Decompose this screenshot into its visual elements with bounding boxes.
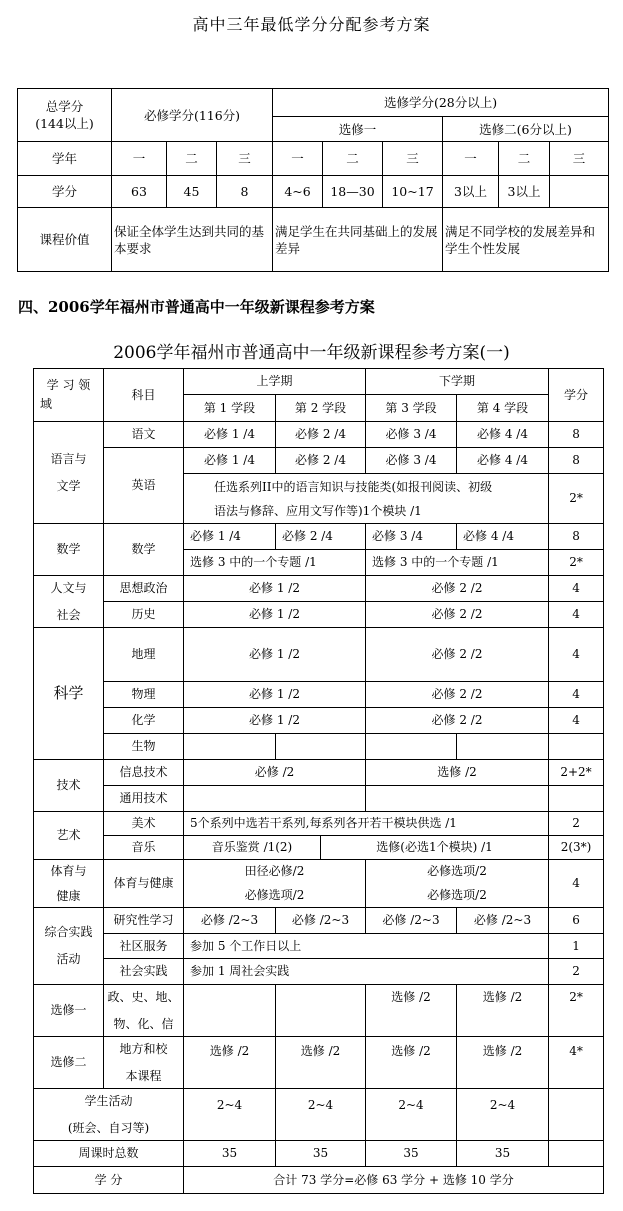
elective1-header: 选修一: [273, 117, 443, 142]
section-heading: 四、2006学年福州市普通高中一年级新课程参考方案: [18, 298, 375, 316]
plan-cell: 必修 3 /4: [366, 524, 457, 550]
year-cell: 二: [323, 142, 383, 176]
plan-cell: 必修 2 /2: [366, 708, 549, 734]
year-cell: 一: [273, 142, 323, 176]
plan-cell: 2~4: [457, 1089, 549, 1141]
english-elective-text: [184, 474, 549, 524]
segment-header: 第 4 学段: [457, 395, 549, 422]
plan-cell: 选修(必选1个模块) /1: [321, 836, 549, 860]
fine-art-text: 5个系列中选若干系列,每系列各开若干模块供选 /1: [184, 812, 549, 836]
credit-cell: 2: [549, 812, 604, 836]
credit-allocation-table: [17, 88, 609, 272]
plan-cell: 必修 /2~3: [366, 908, 457, 934]
empty-cell: [276, 734, 366, 760]
plan-cell: 必修 1 /2: [184, 602, 366, 628]
domain-header: [34, 369, 104, 422]
domain-pe-l2: 健康: [56, 888, 81, 903]
empty-cell: [184, 985, 276, 1037]
plan-cell: 选修 /2: [276, 1037, 366, 1089]
total-credit-label: 学 分: [34, 1167, 184, 1194]
domain-practice: [34, 908, 104, 985]
plan-cell: 必修 2 /2: [366, 576, 549, 602]
plan-cell: 必修 1 /2: [184, 682, 366, 708]
credit-cell: 4*: [549, 1037, 604, 1089]
subject-elective2: [104, 1037, 184, 1089]
plan-cell: 35: [366, 1141, 457, 1167]
domain-elective1: 选修一: [34, 985, 104, 1037]
value-elective1: 满足学生在共同基础上的发展差异: [273, 208, 443, 272]
weekly-hours-label: 周课时总数: [34, 1141, 184, 1167]
domain-technology: 技术: [34, 760, 104, 812]
empty-cell: [184, 786, 366, 812]
value-required: 保证全体学生达到共同的基本要求: [112, 208, 273, 272]
subject-english: 英语: [104, 448, 184, 524]
subject-header: 科目: [104, 369, 184, 422]
plan-cell: 2~4: [276, 1089, 366, 1141]
credit-cell: 2*: [549, 985, 604, 1037]
plan-cell: 选修 /2: [366, 1037, 457, 1089]
credit-cell: 3以上: [499, 176, 550, 208]
plan-cell: 选修 /2: [366, 985, 457, 1037]
elective1-subj-l1: 政、史、地、: [107, 989, 180, 1004]
plan-cell: 必修 /2~3: [276, 908, 366, 934]
subject-chinese: 语文: [104, 422, 184, 448]
domain-language: [34, 422, 104, 524]
year-cell: 一: [443, 142, 499, 176]
plan-cell: 选修 /2: [366, 760, 549, 786]
year-cell: 三: [217, 142, 273, 176]
year-cell: 二: [167, 142, 217, 176]
credit-cell: 4: [549, 602, 604, 628]
plan-cell: 音乐鉴赏 /1(2): [184, 836, 321, 860]
empty-cell: [549, 786, 604, 812]
plan-cell: 必修 /2~3: [457, 908, 549, 934]
credit-cell: 1: [549, 934, 604, 959]
plan-cell: 2~4: [366, 1089, 457, 1141]
year-cell: 三: [550, 142, 609, 176]
page-title: 高中三年最低学分分配参考方案: [192, 15, 431, 34]
plan-cell: 35: [457, 1141, 549, 1167]
plan-cell: 选修 3 中的一个专题 /1: [366, 550, 549, 576]
pe-t2-line2: 必修选项/2: [427, 888, 487, 902]
credit-cell: 8: [549, 422, 604, 448]
plan-cell: 必修 1 /4: [184, 422, 276, 448]
empty-cell: [366, 734, 457, 760]
subject-research: 研究性学习: [104, 908, 184, 934]
student-activity-l2: (班会、自习等): [67, 1120, 150, 1135]
credit-cell: 63: [112, 176, 167, 208]
plan-cell: [366, 860, 549, 908]
credit-cell: 3以上: [443, 176, 499, 208]
plan-cell: 必修 3 /4: [366, 448, 457, 474]
plan-cell: 必修 1 /2: [184, 708, 366, 734]
empty-cell: [366, 786, 549, 812]
value-elective2: 满足不同学校的发展差异和学生个性发展: [443, 208, 609, 272]
subject-history: 历史: [104, 602, 184, 628]
plan-cell: 必修 1 /2: [184, 628, 366, 682]
english-elective-l1: 任选系列II中的语言知识与技能类(如报刊阅读、初级: [214, 479, 493, 494]
plan-title: 2006学年福州市普通高中一年级新课程参考方案(一): [113, 343, 510, 363]
domain-art: 艺术: [34, 812, 104, 860]
plan-cell: 必修 1 /2: [184, 576, 366, 602]
plan-cell: 必修 2 /2: [366, 682, 549, 708]
plan-cell: 35: [184, 1141, 276, 1167]
subject-math: 数学: [104, 524, 184, 576]
domain-humanities-l1: 人文与: [50, 580, 87, 595]
plan-cell: 必修 1 /4: [184, 448, 276, 474]
credit-cell: 6: [549, 908, 604, 934]
plan-cell: 35: [276, 1141, 366, 1167]
domain-humanities: [34, 576, 104, 628]
credit-cell: 4: [549, 682, 604, 708]
credit-cell: 8: [549, 448, 604, 474]
plan-cell: 必修 4 /4: [457, 422, 549, 448]
elective2-header: 选修二(6分以上): [443, 117, 609, 142]
domain-elective2: 选修二: [34, 1037, 104, 1089]
subject-elective1: [104, 985, 184, 1037]
subject-social: 社会实践: [104, 959, 184, 985]
total-credit-text: 合计 73 学分=必修 63 学分 + 选修 10 学分: [184, 1167, 604, 1194]
credit-cell: 45: [167, 176, 217, 208]
segment-header: 第 2 学段: [276, 395, 366, 422]
plan-cell: 必修 2 /2: [366, 628, 549, 682]
segment-header: 第 1 学段: [184, 395, 276, 422]
credit-cell: 10~17: [383, 176, 443, 208]
credit-cell: [550, 176, 609, 208]
plan-cell: 必修 2 /4: [276, 422, 366, 448]
plan-cell: 必修 2 /4: [276, 524, 366, 550]
subject-chemistry: 化学: [104, 708, 184, 734]
empty-cell: [457, 734, 549, 760]
credit-header: 学分: [549, 369, 604, 422]
term1-header: 上学期: [184, 369, 366, 395]
domain-practice-l1: 综合实践: [44, 925, 93, 939]
required-header: 必修学分(116分): [112, 89, 273, 142]
credit-label: 学分: [18, 176, 112, 208]
plan-cell: 选修 /2: [457, 1037, 549, 1089]
empty-cell: [549, 734, 604, 760]
plan-cell: 必修 4 /4: [457, 524, 549, 550]
total-credit-header: [18, 89, 112, 142]
domain-language-l2: 文学: [56, 478, 81, 493]
plan-cell: [184, 860, 366, 908]
credit-cell: 18—30: [323, 176, 383, 208]
credit-cell: 4: [549, 708, 604, 734]
plan-cell: 必修 2 /2: [366, 602, 549, 628]
domain-practice-l2: 活动: [56, 952, 81, 966]
community-text: 参加 5 个工作日以上: [184, 934, 549, 959]
empty-cell: [549, 1141, 604, 1167]
credit-cell: 4~6: [273, 176, 323, 208]
credit-cell: 2: [549, 959, 604, 985]
subject-politics: 思想政治: [104, 576, 184, 602]
student-activity-l1: 学生活动: [84, 1093, 133, 1108]
credit-cell: 4: [549, 860, 604, 908]
english-elective-l2: 语法与修辞、应用文写作等)1个模块 /1: [214, 503, 422, 518]
subject-it: 信息技术: [104, 760, 184, 786]
plan-cell: 选修 /2: [457, 985, 549, 1037]
domain-science: 科学: [34, 628, 104, 760]
subject-fine-art: 美术: [104, 812, 184, 836]
pe-t1-line2: 必修选项/2: [244, 888, 305, 902]
credit-cell: 4: [549, 628, 604, 682]
student-activity: [34, 1089, 184, 1141]
elective2-subj-l1: 地方和校: [119, 1041, 168, 1056]
empty-cell: [276, 985, 366, 1037]
plan-cell: 必修 4 /4: [457, 448, 549, 474]
subject-pe: 体育与健康: [104, 860, 184, 908]
year-label: 学年: [18, 142, 112, 176]
plan-cell: 必修 1 /4: [184, 524, 276, 550]
year-cell: 三: [383, 142, 443, 176]
subject-biology: 生物: [104, 734, 184, 760]
credit-cell: 2(3*): [549, 836, 604, 860]
elective1-subj-l2: 物、化、信: [113, 1016, 174, 1031]
plan-cell: 必修 2 /4: [276, 448, 366, 474]
plan-cell: 2~4: [184, 1089, 276, 1141]
credit-cell: 8: [217, 176, 273, 208]
plan-cell: 必修 3 /4: [366, 422, 457, 448]
value-label: 课程价值: [18, 208, 112, 272]
subject-general-tech: 通用技术: [104, 786, 184, 812]
total-credit-sub: (144以上): [35, 116, 94, 131]
curriculum-plan-table: [33, 368, 604, 1194]
credit-cell: 2+2*: [549, 760, 604, 786]
plan-cell: 选修 /2: [184, 1037, 276, 1089]
term2-header: 下学期: [366, 369, 549, 395]
year-cell: 二: [499, 142, 550, 176]
total-credit-text: 总学分: [45, 99, 84, 114]
domain-language-l1: 语言与: [50, 451, 87, 466]
pe-t2-line1: 必修选项/2: [427, 864, 487, 878]
credit-cell: 4: [549, 576, 604, 602]
domain-pe-l1: 体育与: [50, 863, 87, 878]
plan-cell: 必修 /2: [184, 760, 366, 786]
domain-pe: [34, 860, 104, 908]
domain-header-l2: 域: [40, 397, 53, 411]
subject-physics: 物理: [104, 682, 184, 708]
pe-t1-line1: 田径必修/2: [244, 864, 305, 878]
subject-music: 音乐: [104, 836, 184, 860]
year-cell: 一: [112, 142, 167, 176]
empty-cell: [184, 734, 276, 760]
empty-cell: [549, 1089, 604, 1141]
domain-math: 数学: [34, 524, 104, 576]
subject-geography: 地理: [104, 628, 184, 682]
domain-humanities-l2: 社会: [56, 607, 81, 622]
elective2-subj-l2: 本课程: [125, 1068, 162, 1083]
credit-cell: 2*: [549, 550, 604, 576]
credit-cell: 2*: [549, 474, 604, 524]
social-text: 参加 1 周社会实践: [184, 959, 549, 985]
plan-cell: 选修 3 中的一个专题 /1: [184, 550, 366, 576]
domain-header-l1: 学 习 领: [46, 378, 91, 392]
elective-header: 选修学分(28分以上): [273, 89, 609, 117]
segment-header: 第 3 学段: [366, 395, 457, 422]
credit-cell: 8: [549, 524, 604, 550]
subject-community: 社区服务: [104, 934, 184, 959]
plan-cell: 必修 /2~3: [184, 908, 276, 934]
